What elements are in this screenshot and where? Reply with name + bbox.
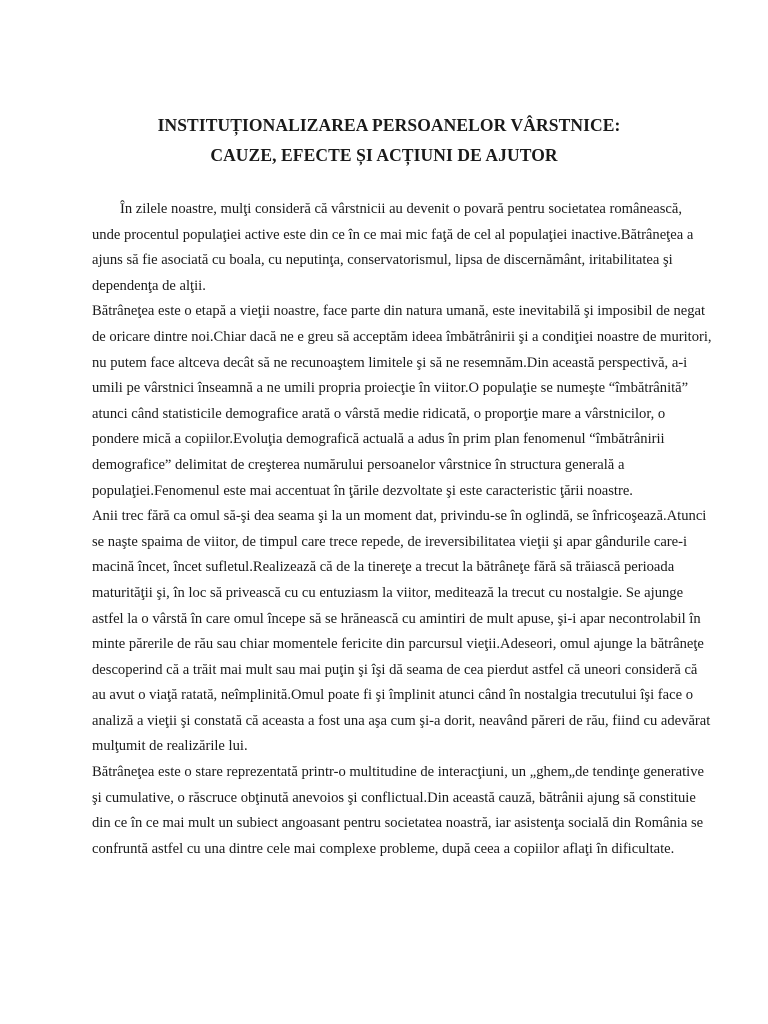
- text-line: demografice” delimitat de creşterea numărului persoanelor vârstnice în structura generală a: [92, 456, 625, 473]
- title-line-1: INSTITUȚIONALIZAREA PERSOANELOR VÂRSTNICE:: [157, 115, 621, 135]
- text-line: mulţumit de realizările lui.: [92, 738, 248, 755]
- text-line: nu putem face altceva decât să ne recunoaştem limitele şi să ne resemnăm.Din această perspectivă, a-i: [92, 354, 688, 371]
- title-line-2: CAUZE, EFECTE ȘI ACȚIUNI DE AJUTOR: [210, 145, 558, 165]
- text-line: pondere mică a copiilor.Evoluţia demografică actuală a adus în prim plan fenomenul “îmbătrânirii: [92, 431, 665, 448]
- text-line: unde procentul populaţiei active este din ce în ce mai mic faţă de cel al populaţiei inactive.Bătrâneţea a: [92, 226, 694, 243]
- text-line: ajuns să fie asociată cu boala, cu neputinţa, conservatorismul, lipsa de discernământ, iritabilitatea şi: [92, 252, 673, 269]
- text-line: macină încet, încet sufletul.Realizează că de la tinereţe a trecut la bătrâneţe fără să trăiască perioada: [92, 559, 675, 576]
- text-line: astfel la o vârstă în care omul începe să se hrănească cu amintiri de mult apuse, şi-i apar necontrolabil în: [92, 610, 701, 627]
- text-line: minte părerile de rău sau chiar momentele fericite din parcursul vieţii.Adeseori, omul ajunge la bătrâneţe: [92, 636, 704, 653]
- text-line: maturităţii şi, în loc să privească cu cu entuziasm la viitor, meditează la trecut cu nostalgie. Se ajunge: [92, 584, 684, 601]
- text-line: se naşte spaima de viitor, de timpul care trece repede, de ireversibilitatea vieţii şi apar gândurile care-i: [92, 533, 688, 550]
- text-line: umili pe vârstnici înseamnă a ne umili propria proiecţie în viitor.O populaţie se numeşte “îmbătrânită”: [92, 380, 689, 397]
- text-line: dependenţa de alţii.: [92, 277, 206, 294]
- text-line: atunci când statisticile demografice arată o vârstă medie ridicată, o proporţie mare a vârstnicilor, o: [92, 405, 666, 422]
- text-line: Anii trec fără ca omul să-şi dea seama şi la un moment dat, privindu-se în oglindă, se înfricoşează.Atunci: [92, 508, 707, 525]
- text-line: de oricare dintre noi.Chiar dacă ne e greu să acceptăm ideea îmbătrânirii şi a condiţiei noastre de muritori,: [92, 328, 712, 345]
- text-line: populaţiei.Fenomenul este mai accentuat în ţările dezvoltate şi este caracteristic ţării noastre.: [92, 482, 633, 499]
- document-title: [0, 110, 768, 170]
- text-line: şi cumulative, o răscruce obţinută anevoios şi conflictual.Din această cauză, bătrânii ajung să constituie: [92, 789, 696, 806]
- text-line: au avut o viaţă ratată, neîmplinită.Omul poate fi şi împlinit atunci când în nostalgia trecutului îşi face o: [92, 687, 694, 704]
- text-line: confruntă astfel cu una dintre cele mai complexe probleme, după ceea a copiilor aflaţi în dificultate.: [92, 840, 675, 857]
- text-line: analiză a vieţii şi constată că aceasta a fost una aşa cum şi-a dorit, neavând păreri de rău, fiind cu adevărat: [92, 712, 711, 729]
- text-line: Bătrâneţea este o etapă a vieţii noastre, face parte din natura umană, este inevitabilă şi imposibil de negat: [92, 303, 706, 320]
- text-line: În zilele noastre, mulţi consideră că vârstnicii au devenit o povară pentru societatea românească,: [120, 201, 683, 217]
- text-line: din ce în ce mai mult un subiect angoasant pentru societatea noastră, iar asistenţa socială din România se: [92, 815, 704, 832]
- text-line: descoperind că a trăit mai mult sau mai puţin şi îşi dă seama de cea pierdut astfel că uneori consideră că: [92, 661, 698, 678]
- document-body: [92, 197, 732, 862]
- text-line: Bătrâneţea este o stare reprezentată printr-o multitudine de interacţiuni, un „ghem„de tendinţe generative: [92, 764, 704, 781]
